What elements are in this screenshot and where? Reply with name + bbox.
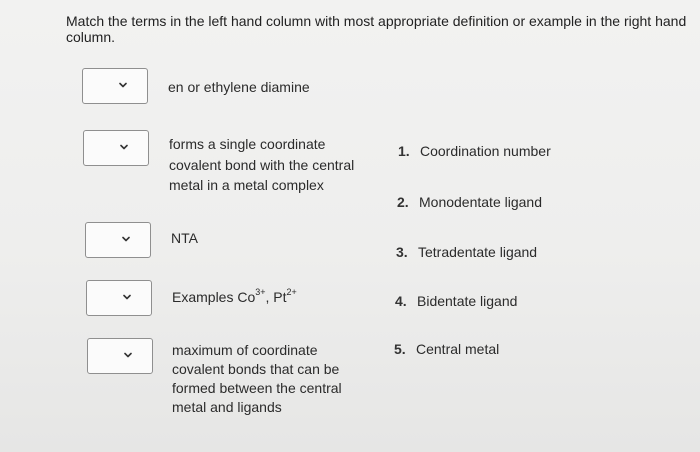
match-select-5[interactable] <box>87 338 153 374</box>
term-4 <box>172 287 297 308</box>
option-label: Tetradentate ligand <box>418 244 538 260</box>
charge-superscript: 3+ <box>255 287 266 298</box>
option-label: Bidentate ligand <box>417 293 518 309</box>
match-select-2[interactable] <box>83 130 149 166</box>
option-4 <box>395 292 517 310</box>
match-select-3[interactable] <box>85 222 151 258</box>
term-5: maximum of coordinate covalent bonds that can be formed between the central metal and ligands <box>172 342 342 415</box>
option-5 <box>394 340 499 358</box>
option-label: Coordination number <box>420 143 551 159</box>
option-label: Central metal <box>416 341 500 357</box>
chevron-down-icon <box>119 81 127 89</box>
option-2 <box>397 193 542 211</box>
chevron-down-icon <box>124 351 132 359</box>
chevron-down-icon <box>122 235 130 243</box>
chevron-down-icon <box>123 293 131 301</box>
charge-superscript: 2+ <box>286 287 297 298</box>
option-number: 3. <box>396 244 408 260</box>
match-select-1[interactable] <box>82 68 148 104</box>
term-1: en or ethylene diamine <box>168 79 310 95</box>
question-instructions: Match the terms in the left hand column with most appropriate definition or example in the right hand column. <box>66 13 687 45</box>
term-4-text: , Pt <box>265 289 287 305</box>
option-number: 4. <box>395 293 407 309</box>
option-1 <box>398 142 551 160</box>
chevron-down-icon <box>120 143 128 151</box>
term-4-text: Examples Co <box>172 289 256 305</box>
option-label: Monodentate ligand <box>419 194 542 210</box>
option-number: 5. <box>394 341 406 357</box>
option-number: 2. <box>397 194 409 210</box>
option-3 <box>396 243 537 261</box>
match-select-4[interactable] <box>86 280 152 316</box>
option-number: 1. <box>398 143 410 159</box>
term-2: forms a single coordinate covalent bond with the central metal in a metal complex <box>169 136 355 193</box>
term-3: NTA <box>171 230 198 246</box>
